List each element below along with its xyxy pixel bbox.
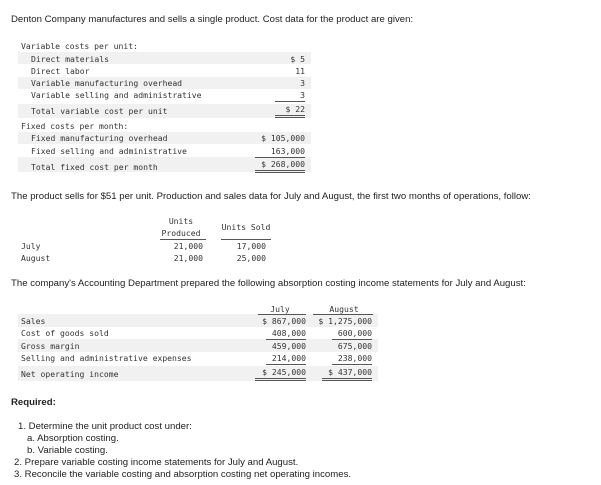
- cost-row-label: Variable manufacturing overhead: [31, 78, 183, 88]
- column-header: Units: [168, 216, 194, 226]
- august-value: 600,000: [332, 328, 372, 340]
- july-value: $ 245,000: [255, 367, 306, 381]
- july-value: 408,000: [266, 328, 306, 340]
- august-value: 238,000: [332, 353, 372, 365]
- column-header: Produced: [161, 228, 201, 238]
- august-value: $ 437,000: [322, 367, 372, 381]
- income-row-label: Gross margin: [21, 341, 80, 351]
- cost-row-label: Direct labor: [31, 66, 90, 76]
- produced-value: 21,000: [173, 253, 203, 263]
- july-value: $ 867,000: [262, 316, 306, 326]
- income-row-label: Sales: [21, 316, 46, 326]
- produced-value: 21,000: [173, 241, 203, 251]
- cost-row-value: 3: [275, 90, 305, 102]
- august-value: $ 1,275,000: [318, 316, 372, 326]
- month-label: August: [21, 253, 51, 263]
- required-item: a. Absorption costing.: [27, 433, 119, 444]
- column-header-july: July: [270, 304, 290, 314]
- total-variable-label: Total variable cost per unit: [31, 106, 168, 116]
- required-item: 3. Reconcile the variable costing and absorption costing net operating incomes.: [14, 469, 352, 480]
- income-sentence: The company's Accounting Department prepared the following absorption costing income statements for July and August:: [11, 278, 526, 289]
- required-heading: Required:: [11, 397, 56, 408]
- required-item: 2. Prepare variable costing income statements for July and August.: [14, 457, 299, 468]
- cost-row-value: $ 5: [290, 54, 305, 64]
- month-label: July: [21, 241, 41, 251]
- cost-row-value: 11: [295, 66, 305, 76]
- sold-value: 25,000: [236, 253, 266, 263]
- july-value: 214,000: [266, 353, 306, 365]
- cost-row-label: Fixed manufacturing overhead: [31, 133, 168, 143]
- fixed-costs-header: Fixed costs per month:: [21, 121, 129, 131]
- august-value: 675,000: [337, 341, 372, 351]
- variable-costs-header: Variable costs per unit:: [21, 41, 138, 51]
- income-row-label: Selling and administrative expenses: [21, 353, 192, 363]
- income-row-label: Net operating income: [21, 369, 119, 379]
- column-header: Units Sold: [221, 222, 271, 232]
- cost-row-label: Fixed selling and administrative: [31, 146, 187, 156]
- income-row-label: Cost of goods sold: [21, 328, 109, 338]
- cost-row-value: 163,000: [255, 146, 305, 158]
- cost-row-label: Variable selling and administrative: [31, 90, 202, 100]
- total-fixed-value: $ 268,000: [255, 159, 305, 173]
- column-header-august: August: [329, 304, 359, 314]
- cost-row-label: Direct materials: [31, 54, 109, 64]
- total-fixed-label: Total fixed cost per month: [31, 162, 158, 172]
- cost-row-value: 3: [300, 78, 305, 88]
- required-item: b. Variable costing.: [27, 445, 108, 456]
- july-value: 459,000: [271, 341, 306, 351]
- required-item: 1. Determine the unit product cost under:: [18, 421, 192, 432]
- sales-sentence: The product sells for $51 per unit. Production and sales data for July and August, the first two months of operations, follow:: [11, 191, 531, 202]
- intro-text: Denton Company manufactures and sells a single product. Cost data for the product are given:: [11, 14, 414, 25]
- sold-value: 17,000: [236, 241, 266, 251]
- total-variable-value: $ 22: [275, 104, 305, 118]
- cost-row-value: $ 105,000: [261, 133, 305, 143]
